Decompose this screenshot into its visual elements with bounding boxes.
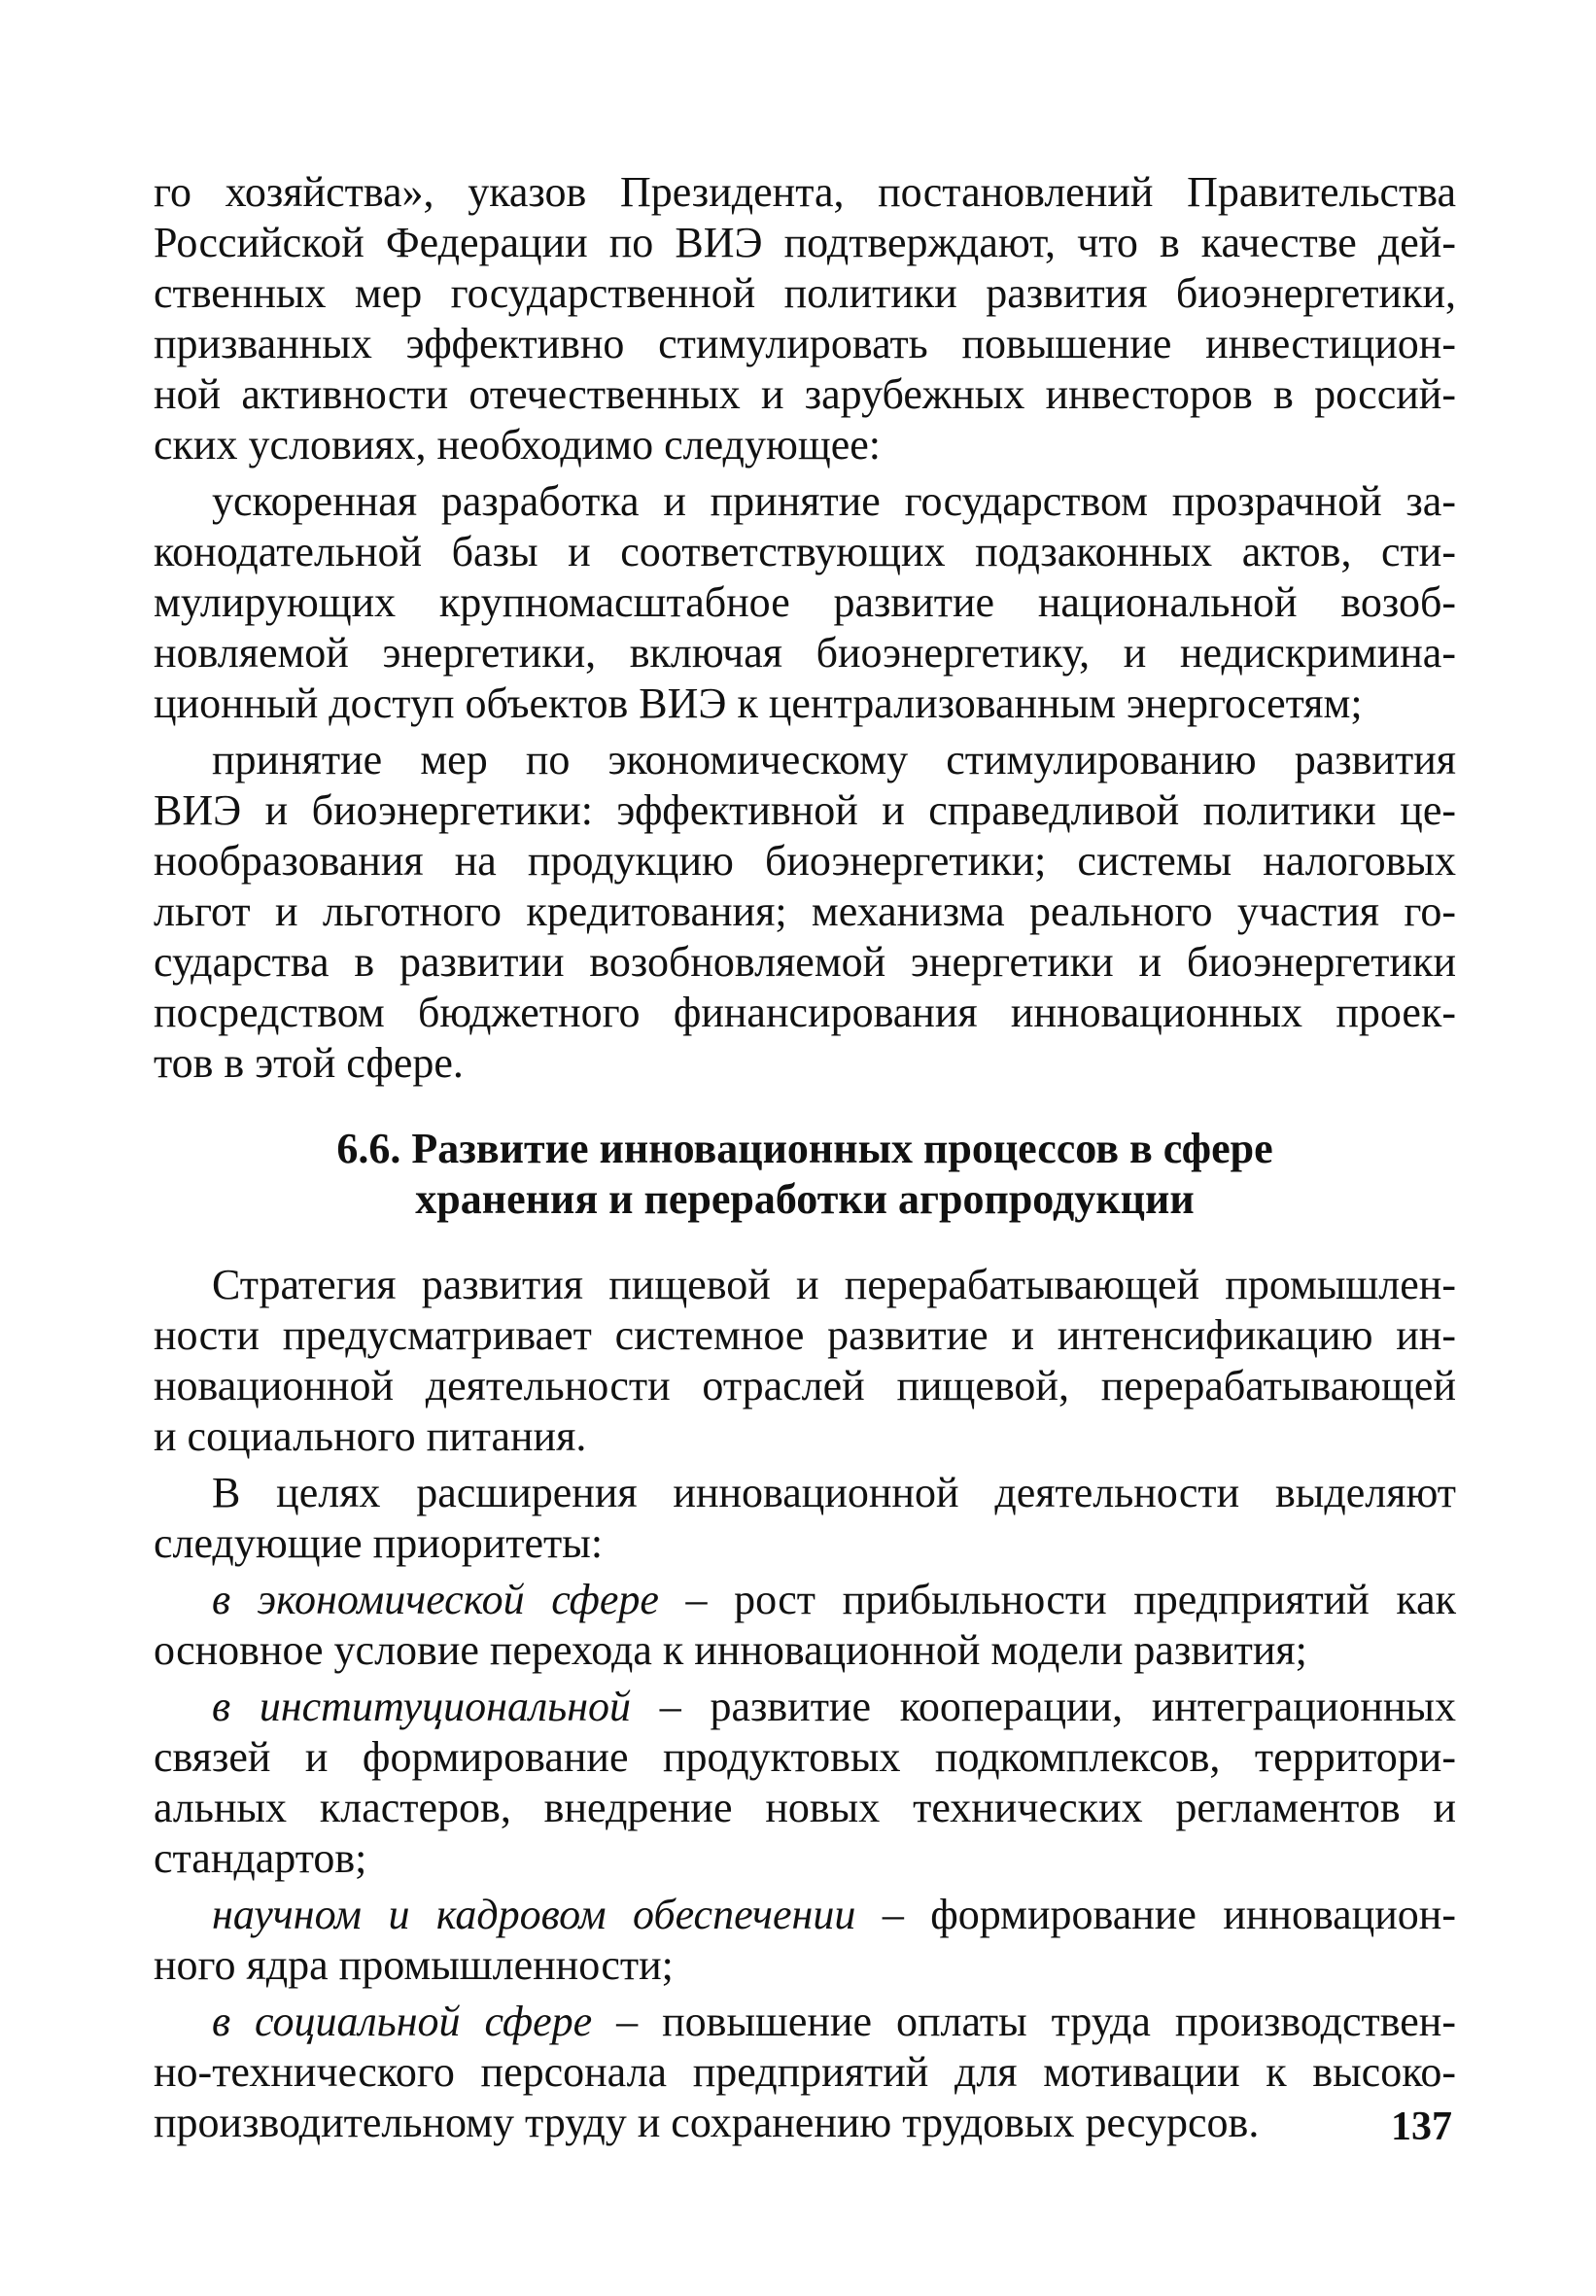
text-line: и социального питания. <box>154 1412 587 1460</box>
text-line <box>154 1997 1456 2047</box>
text-span: – формирование инновацион- <box>855 1891 1456 1938</box>
section-heading-line-2: хранения и переработки агропродукции <box>415 1175 1195 1223</box>
text-line: принятие мер по экономическому стимулированию развития <box>212 736 1456 783</box>
text-line: основное условие перехода к инновационной модели развития; <box>154 1626 1307 1674</box>
text-line: ских условиях, необходимо следующее: <box>154 421 881 469</box>
text-line: альных кластеров, внедрение новых технических регламентов и <box>154 1784 1456 1831</box>
text-line: В целях расширения инновационной деятельности выделяют <box>212 1469 1456 1516</box>
text-line: го хозяйства», указов Президента, постановлений Правительства <box>154 168 1456 216</box>
paragraph-social <box>154 1997 1456 2148</box>
text-line: Стратегия развития пищевой и перерабатывающей промышлен- <box>212 1261 1456 1308</box>
text-line: новляемой энергетики, включая биоэнергетику, и недискримина- <box>154 629 1456 677</box>
paragraph-scientific <box>154 1890 1456 1991</box>
text-line: конодательной базы и соответствующих подзаконных актов, сти- <box>154 528 1456 575</box>
paragraph-institutional <box>154 1682 1456 1884</box>
text-line <box>154 1575 1456 1625</box>
text-line: ственных мер государственной политики развития биоэнергетики, <box>154 269 1456 317</box>
text-line: Российской Федерации по ВИЭ подтверждают, что в качестве дей- <box>154 219 1456 266</box>
paragraph-priorities <box>154 1468 1456 1569</box>
text-line: но-технического персонала предприятий для мотивации к высоко- <box>154 2048 1456 2096</box>
text-line: стандартов; <box>154 1834 367 1882</box>
italic-term: в экономической сфере <box>212 1576 659 1623</box>
text-line: тов в этой сфере. <box>154 1039 464 1087</box>
text-line: производительному труду и сохранению трудовых ресурсов. <box>154 2099 1260 2146</box>
text-span: – повышение оплаты труда производствен- <box>592 1998 1456 2045</box>
text-line: следующие приоритеты: <box>154 1519 604 1567</box>
section-heading <box>154 1124 1456 1225</box>
page-number: 137 <box>1391 2105 1452 2149</box>
italic-term: в социальной сфере <box>212 1998 593 2045</box>
text-line: ной активности отечественных и зарубежных инвесторов в россий- <box>154 370 1456 418</box>
text-line: ности предусматривает системное развитие и интенсификацию ин- <box>154 1311 1456 1359</box>
section-heading-line-1: 6.6. Развитие инновационных процессов в сфере <box>336 1125 1273 1172</box>
paragraph-2 <box>154 476 1456 729</box>
text-line: ного ядра промышленности; <box>154 1941 674 1989</box>
text-span: – рост прибыльности предприятий как <box>658 1576 1456 1623</box>
text-line: ВИЭ и биоэнергетики: эффективной и справедливой политики це- <box>154 786 1456 834</box>
text-line <box>154 1682 1456 1732</box>
text-line: мулирующих крупномасштабное развитие национальной возоб- <box>154 578 1456 626</box>
paragraph-3 <box>154 735 1456 1089</box>
text-span: – развитие кооперации, интеграционных <box>631 1683 1456 1730</box>
paragraph-strategy <box>154 1260 1456 1462</box>
text-line: льгот и льготного кредитования; механизма реального участия го- <box>154 887 1456 935</box>
text-line: нообразования на продукцию биоэнергетики; системы налоговых <box>154 837 1456 885</box>
italic-term: научном и кадровом обеспечении <box>212 1891 856 1938</box>
text-line: ускоренная разработка и принятие государством прозрачной за- <box>212 477 1456 525</box>
page-body <box>154 167 1456 2148</box>
italic-term: в институциональной <box>212 1683 632 1730</box>
text-line: связей и формирование продуктовых подкомплексов, территори- <box>154 1733 1456 1781</box>
text-line: посредством бюджетного финансирования инновационных проек- <box>154 989 1456 1036</box>
text-line: новационной деятельности отраслей пищевой, перерабатывающей <box>154 1362 1456 1409</box>
text-line <box>154 1890 1456 1940</box>
text-line: призванных эффективно стимулировать повышение инвестицион- <box>154 320 1456 367</box>
text-line: сударства в развитии возобновляемой энергетики и биоэнергетики <box>154 938 1456 986</box>
paragraph-economic <box>154 1575 1456 1676</box>
text-line: ционный доступ объектов ВИЭ к централизованным энергосетям; <box>154 679 1363 727</box>
paragraph-1 <box>154 167 1456 470</box>
